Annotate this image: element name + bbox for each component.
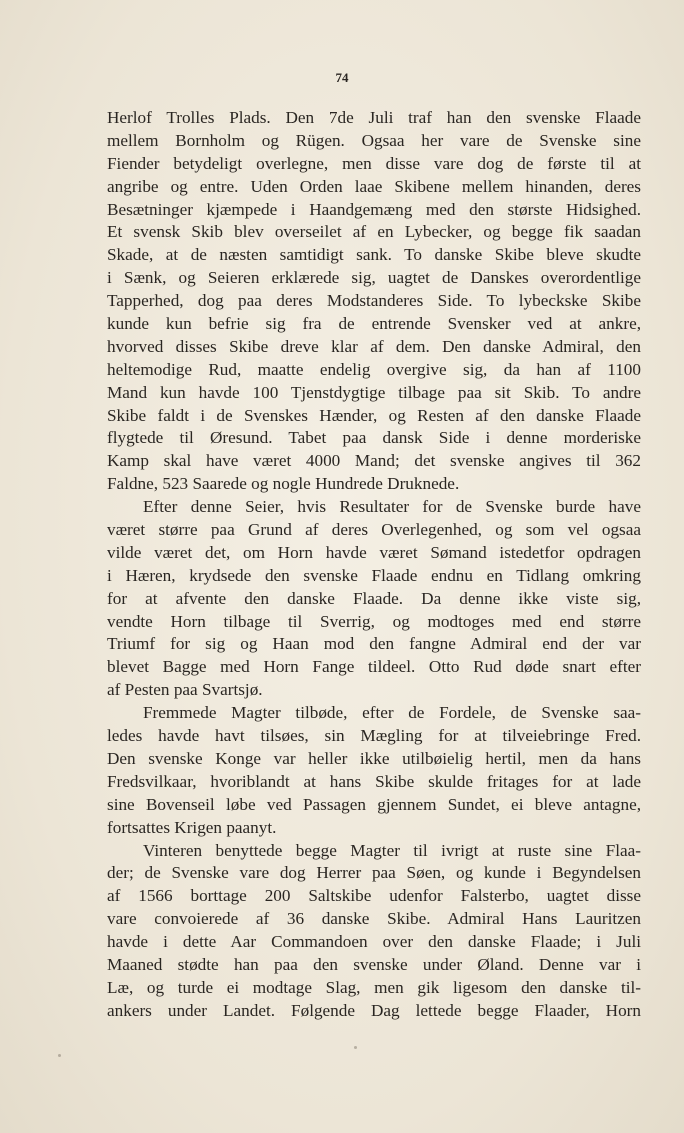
text-line: Fredsvilkaar, hvoriblandt at hans Skibe skulde fritages for at lade [107, 771, 641, 791]
text-line: angribe og entre. Uden Orden laae Skibene mellem hinanden, deres [107, 176, 641, 196]
body-text [107, 107, 641, 1023]
text-line: for at afvente den danske Flaade. Da denne ikke viste sig, [107, 588, 641, 608]
text-line: vendte Horn tilbage til Sverrig, og modtoges med end større [107, 611, 641, 631]
text-line: Faldne, 523 Saarede og nogle Hundrede Druknede. [107, 474, 460, 494]
text-line: i Sænk, og Seieren erklærede sig, uagtet de Danskes overordentlige [107, 268, 641, 288]
text-line: i Hæren, krydsede den svenske Flaade endnu en Tidlang omkring [107, 565, 641, 585]
text-line: Den svenske Konge var heller ikke utilbøielig hertil, men da hans [107, 748, 641, 768]
text-line: ankers under Landet. Følgende Dag lettede begge Flaader, Horn [107, 1000, 641, 1020]
text-line: hvorved disses Skibe dreve klar af dem. Den danske Admiral, den [107, 336, 641, 356]
text-line: Vinteren benyttede begge Magter til ivrigt at ruste sine Flaa- [143, 840, 641, 860]
text-line: været større paa Grund af deres Overlegenhed, og som vel ogsaa [107, 520, 641, 540]
text-line: Fremmede Magter tilbøde, efter de Fordele, de Svenske saa- [143, 703, 641, 723]
text-line: af 1566 borttage 200 Saltskibe udenfor Falsterbo, uagtet disse [107, 886, 641, 906]
text-line: Mand kun havde 100 Tjenstdygtige tilbage paa sit Skib. To andre [107, 382, 641, 402]
text-line: Efter denne Seier, hvis Resultater for de Svenske burde have [143, 497, 641, 517]
text-line: Triumf for sig og Haan mod den fangne Admiral end der var [107, 634, 641, 654]
text-line: vare convoierede af 36 danske Skibe. Admiral Hans Lauritzen [107, 909, 641, 929]
text-line: sine Bovenseil løbe ved Passagen gjennem Sundet, ei bleve antagne, [107, 794, 641, 814]
paper-speck [58, 1054, 61, 1057]
text-line: Kamp skal have været 4000 Mand; det svenske angives til 362 [107, 451, 641, 471]
text-line: Tapperhed, dog paa deres Modstanderes Side. To lybeckske Skibe [107, 291, 641, 311]
text-line: Fiender betydeligt overlegne, men disse vare dog de første til at [107, 153, 641, 173]
text-line: mellem Bornholm og Rügen. Ogsaa her vare de Svenske sine [107, 130, 641, 150]
text-line: kunde kun befrie sig fra de entrende Svensker ved at ankre, [107, 314, 641, 334]
text-line: flygtede til Øresund. Tabet paa dansk Side i denne morderiske [107, 428, 641, 448]
text-line: blevet Bagge med Horn Fange tildeel. Otto Rud døde snart efter [107, 657, 641, 677]
text-line: havde i dette Aar Commandoen over den danske Flaade; i Juli [107, 932, 641, 952]
text-line: ledes havde havt tilsøes, sin Mægling for at tilveiebringe Fred. [107, 726, 641, 746]
text-line: heltemodige Rud, maatte endelig overgive sig, da han af 1100 [107, 359, 641, 379]
text-line: Et svensk Skib blev overseilet af en Lybecker, og begge fik saadan [107, 222, 641, 242]
text-line: vilde været det, om Horn havde været Sømand istedetfor opdragen [107, 542, 641, 562]
text-line: Maaned stødte han paa den svenske under Øland. Denne var i [107, 954, 641, 974]
text-line: Skade, at de næsten samtidigt sank. To danske Skibe bleve skudte [107, 245, 641, 265]
text-line: Herlof Trolles Plads. Den 7de Juli traf han den svenske Flaade [107, 108, 641, 127]
text-line: Skibe faldt i de Svenskes Hænder, og Resten af den danske Flaade [107, 405, 641, 425]
text-line: Besætninger kjæmpede i Haandgemæng med den største Hidsighed. [107, 199, 641, 219]
page-number: 74 [335, 70, 349, 85]
text-line: Læ, og turde ei modtage Slag, men gik ligesom den danske til- [107, 977, 641, 997]
text-line: fortsattes Krigen paanyt. [107, 817, 277, 837]
text-line: af Pesten paa Svartsjø. [107, 680, 263, 700]
paper-speck [354, 1046, 357, 1049]
text-line: der; de Svenske vare dog Herrer paa Søen, og kunde i Begyndelsen [107, 863, 641, 883]
